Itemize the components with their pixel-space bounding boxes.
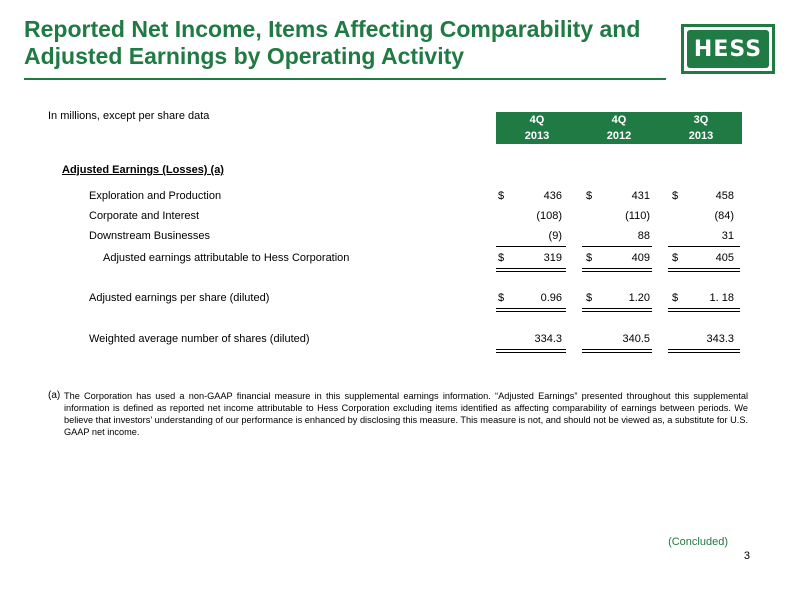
subtotal-underline [582,246,652,247]
footnote-text: The Corporation has used a non-GAAP financial measure in this supplemental earnings information. “Adjusted Earnings” presented throughout this supplemental information is defined as reported net income attributable to Hess Corporation excluding items identified as affecting comparability of earnings between periods. We believe that investors’ understanding of our performance is enhanced by disclosing this measure. This measure is not, and should not be viewed as, a substitute for U.S. GAAP net income. [64,391,748,437]
total-double-underline [496,268,566,272]
title-divider [24,78,666,80]
logo-text: HESS [687,30,769,68]
total-double-underline [582,268,652,272]
hess-logo [681,24,775,74]
total-double-underline [582,349,652,353]
value-cell: 458 [715,190,734,202]
value-cell: 31 [721,230,734,242]
value-cell: 88 [637,230,650,242]
value-cell: 1. 18 [709,292,734,304]
total-double-underline [496,308,566,312]
title-line-1: Reported Net Income, Items Affecting Comparability and [24,16,641,42]
value-cell: 0.96 [540,292,562,304]
currency-symbol: $ [672,252,679,264]
row-label: Downstream Businesses [89,230,211,242]
total-double-underline [496,349,566,353]
currency-symbol: $ [672,292,679,304]
section-title: Adjusted Earnings (Losses) (a) [62,164,224,176]
footnote-marker: (a) [48,390,61,401]
currency-symbol: $ [586,252,593,264]
value-cell: 319 [543,252,562,264]
column-year: 2013 [524,130,550,142]
row-label: Weighted average number of shares (diluted) [89,333,310,345]
currency-symbol: $ [586,190,593,202]
currency-symbol: $ [586,292,593,304]
currency-symbol: $ [672,190,679,202]
column-year: 2012 [606,130,632,142]
column-header-1 [496,112,578,144]
page-title [24,16,664,70]
total-double-underline [668,268,740,272]
value-cell: 340.5 [622,333,650,345]
concluded-label: (Concluded) [668,536,728,548]
column-header-3 [660,112,742,144]
units-note: In millions, except per share data [48,110,210,122]
value-cell: 405 [715,252,734,264]
total-double-underline [668,349,740,353]
value-cell: 431 [631,190,650,202]
column-header-2 [578,112,660,144]
page-number: 3 [743,550,750,562]
column-year: 2013 [688,130,714,142]
subtotal-underline [668,246,740,247]
total-double-underline [668,308,740,312]
row-label: Exploration and Production [89,190,222,202]
value-cell: 409 [631,252,650,264]
value-cell: 334.3 [534,333,562,345]
row-label: Adjusted earnings attributable to Hess Corporation [103,252,350,264]
table-row [0,250,800,266]
title-line-2: Adjusted Earnings by Operating Activity [24,43,465,69]
value-cell: 436 [543,190,562,202]
value-cell: (9) [548,230,562,242]
value-cell: 1.20 [628,292,650,304]
row-label: Corporate and Interest [89,210,200,222]
table-row [0,188,800,204]
total-double-underline [582,308,652,312]
value-cell: 343.3 [706,333,734,345]
column-period: 4Q [611,114,627,126]
table-row [0,208,800,224]
table-row [0,331,800,347]
value-cell: (108) [536,210,562,222]
currency-symbol: $ [498,252,505,264]
currency-symbol: $ [498,190,505,202]
table-row [0,290,800,306]
value-cell: (84) [714,210,734,222]
value-cell: (110) [625,210,650,222]
table-row [0,228,800,244]
row-label: Adjusted earnings per share (diluted) [89,292,270,304]
column-period: 3Q [693,114,709,126]
column-period: 4Q [529,114,545,126]
subtotal-underline [496,246,566,247]
currency-symbol: $ [498,292,505,304]
